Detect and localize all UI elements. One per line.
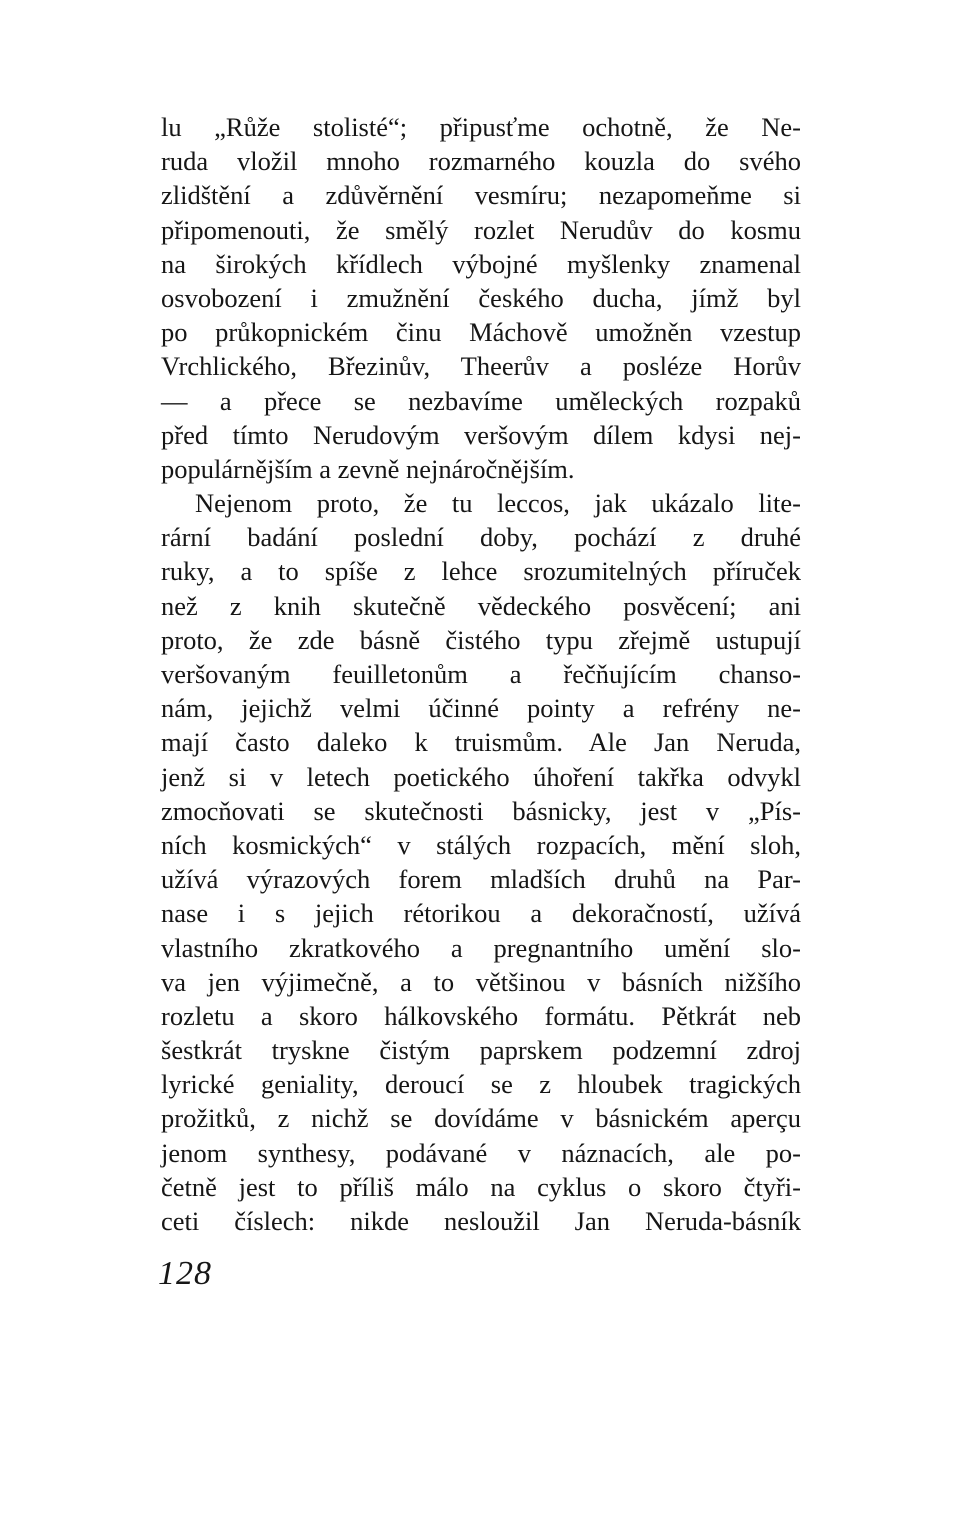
text-line: zlidštění a zdůvěrnění vesmíru; nezapomeňme si: [161, 180, 801, 211]
text-line: — a přece se nezbavíme uměleckých rozpaků: [161, 385, 801, 416]
text-line: ceti číslech: nikde nesloužil Jan Neruda-básník: [161, 1206, 801, 1236]
text-line: vlastního zkratkového a pregnantního umění slo-: [161, 932, 801, 963]
text-line: prožitků, z nichž se dovídáme v básnickém aperçu: [161, 1103, 801, 1134]
text-line: jenž si v letech poetického úhoření takřka odvykl: [161, 761, 801, 792]
text-line: po průkopnickém činu Máchově umožněn vzestup: [161, 317, 801, 348]
text-line: va jen výjimečně, a to většinou v básních nižšího: [161, 966, 801, 997]
text-line: mají často daleko k truismům. Ale Jan Neruda,: [161, 727, 801, 758]
text-line: četně jest to příliš málo na cyklus o skoro čtyři-: [161, 1171, 801, 1202]
text-line: než z knih skutečně vědeckého posvěcení; ani: [161, 590, 801, 621]
text-line: ruda vložil mnoho rozmarného kouzla do svého: [161, 146, 801, 177]
text-line: lyrické geniality, deroucí se z hloubek tragických: [161, 1069, 801, 1100]
text-line: na širokých křídlech výbojné myšlenky znamenal: [161, 248, 801, 279]
text-line: veršovaným feuilletonům a řečňujícím chanso-: [161, 659, 801, 689]
text-line: jenom synthesy, podávané v náznacích, ale po-: [161, 1137, 801, 1168]
text-line: zmocňovati se skutečnosti básnicky, jest v „Pís-: [161, 795, 801, 826]
body-text: [161, 110, 801, 1238]
text-line: rozletu a skoro hálkovského formátu. Pětkrát neb: [161, 1000, 801, 1031]
text-line: před tímto Nerudovým veršovým dílem kdysi nej-: [161, 419, 801, 450]
text-line: nám, jejichž velmi účinné pointy a refrény ne-: [161, 693, 801, 724]
text-line: nase i s jejich rétorikou a dekoračností, užívá: [161, 898, 801, 929]
text-line: Nejenom proto, že tu leccos, jak ukázalo lite-: [195, 488, 801, 519]
text-line: lu „Růže stolisté“; připusťme ochotně, že Ne-: [161, 112, 801, 142]
text-line: rární badání poslední doby, pochází z druhé: [161, 522, 801, 553]
paragraph-2: [161, 486, 801, 1238]
text-line: ruky, a to spíše z lehce srozumitelných příruček: [161, 556, 801, 587]
text-line: populárnějším a zevně nejnáročnějším.: [161, 453, 575, 484]
text-line: osvobození i zmužnění českého ducha, jímž byl: [161, 282, 801, 313]
text-line: šestkrát tryskne čistým paprskem podzemní zdroj: [161, 1035, 801, 1066]
text-line: užívá výrazových forem mladších druhů na Par-: [161, 864, 801, 895]
text-line: Vrchlického, Březinův, Theerův a posléze Horův: [161, 351, 801, 382]
page-number: 128: [158, 1255, 212, 1292]
text-line: proto, že zde básně čistého typu zřejmě ustupují: [161, 624, 801, 655]
text-line: ních kosmických“ v stálých rozpacích, mění sloh,: [161, 829, 801, 860]
text-line: připomenouti, že smělý rozlet Nerudův do kosmu: [161, 214, 801, 245]
paragraph-1: [161, 110, 801, 486]
